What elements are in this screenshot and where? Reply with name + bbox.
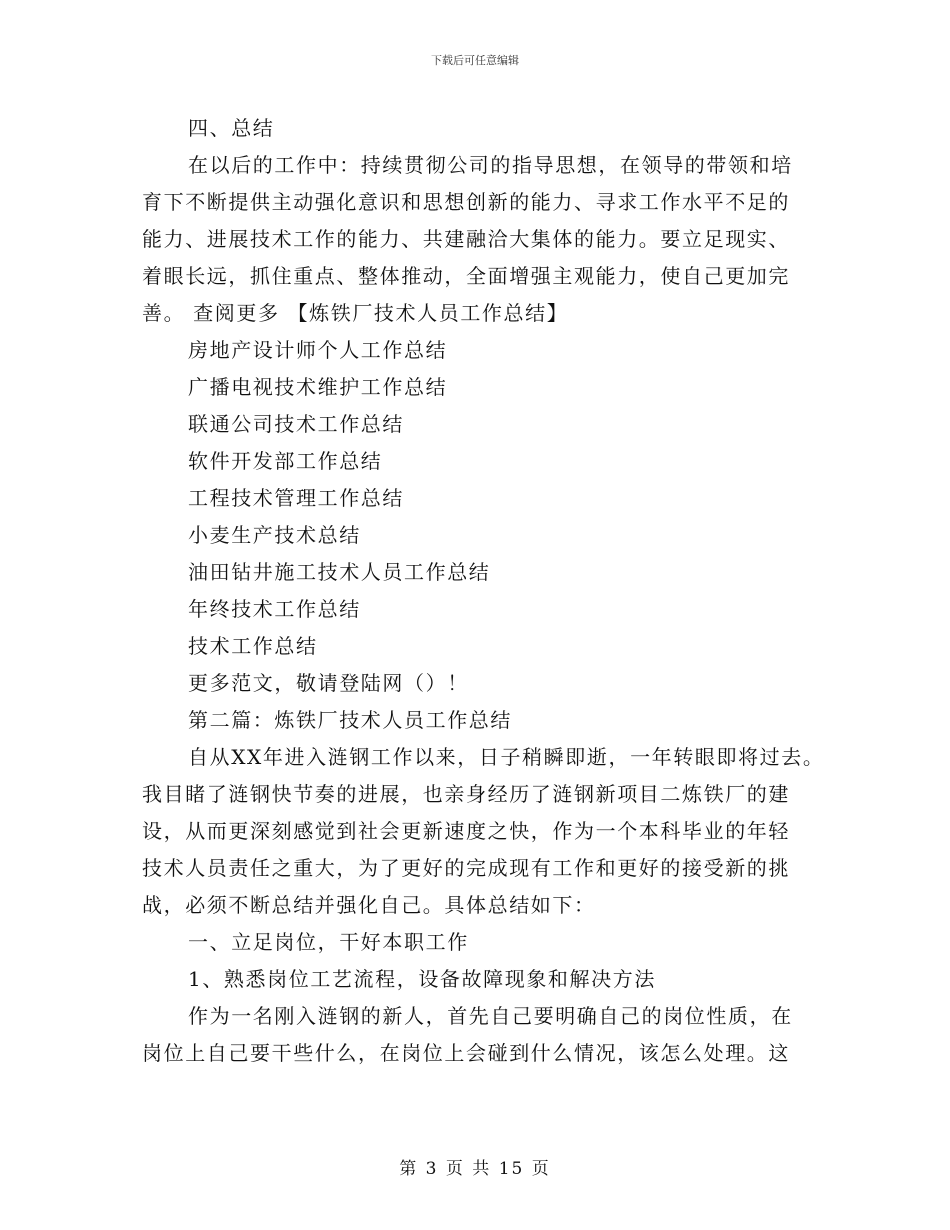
paragraph-line: 着眼长远，抓住重点、整体推动，全面增强主观能力，使自己更加完 [142, 264, 790, 288]
paragraph-line: 作为一名刚入涟钢的新人，首先自己要明确自己的岗位性质，在 [188, 1004, 793, 1028]
paragraph-line: 在以后的工作中：持续贯彻公司的指导思想，在领导的带领和培 [188, 153, 793, 177]
page-footer: 第 3 页 共 15 页 [399, 1159, 551, 1179]
paragraph-line: 四、总结 [188, 116, 275, 140]
paragraph-line: 一、立足岗位，干好本职工作 [188, 930, 469, 954]
document-body [142, 110, 825, 1072]
paragraph-line: 设，从而更深刻感觉到社会更新速度之快，作为一个本科毕业的年轻 [142, 819, 790, 843]
paragraph-line: 技术工作总结 [188, 634, 318, 658]
paragraph-line: 战，必须不断总结并强化自己。具体总结如下： [142, 893, 596, 917]
paragraph-line: 联通公司技术工作总结 [188, 412, 404, 436]
paragraph-line: 能力、进展技术工作的能力、共建融洽大集体的能力。要立足现实、 [142, 227, 790, 251]
paragraph-line: 自从XX年进入涟钢工作以来，日子稍瞬即逝，一年转眼即将过去。 [188, 745, 825, 769]
page-header-note: 下载后可任意编辑 [431, 54, 519, 67]
paragraph-line: 善。 查阅更多 【炼铁厂技术人员工作总结】 [142, 301, 569, 325]
paragraph-line: 岗位上自己要干些什么，在岗位上会碰到什么情况，该怎么处理。这 [142, 1041, 790, 1065]
paragraph-line: 软件开发部工作总结 [188, 449, 383, 473]
paragraph-line: 1、熟悉岗位工艺流程，设备故障现象和解决方法 [188, 967, 656, 991]
paragraph-line: 第二篇：炼铁厂技术人员工作总结 [188, 708, 512, 732]
paragraph-line: 育下不断提供主动强化意识和思想创新的能力、寻求工作水平不足的 [142, 190, 790, 214]
paragraph-line: 工程技术管理工作总结 [188, 486, 404, 510]
paragraph-line: 小麦生产技术总结 [188, 523, 361, 547]
paragraph-line: 油田钻井施工技术人员工作总结 [188, 560, 491, 584]
paragraph-line: 广播电视技术维护工作总结 [188, 375, 448, 399]
paragraph-line: 更多范文，敬请登陆网（）！ [188, 671, 469, 695]
paragraph-line: 我目睹了涟钢快节奏的进展，也亲身经历了涟钢新项目二炼铁厂的建 [142, 782, 790, 806]
paragraph-line: 房地产设计师个人工作总结 [188, 338, 448, 362]
paragraph-line: 年终技术工作总结 [188, 597, 361, 621]
paragraph-line: 技术人员责任之重大，为了更好的完成现有工作和更好的接受新的挑 [142, 856, 790, 880]
